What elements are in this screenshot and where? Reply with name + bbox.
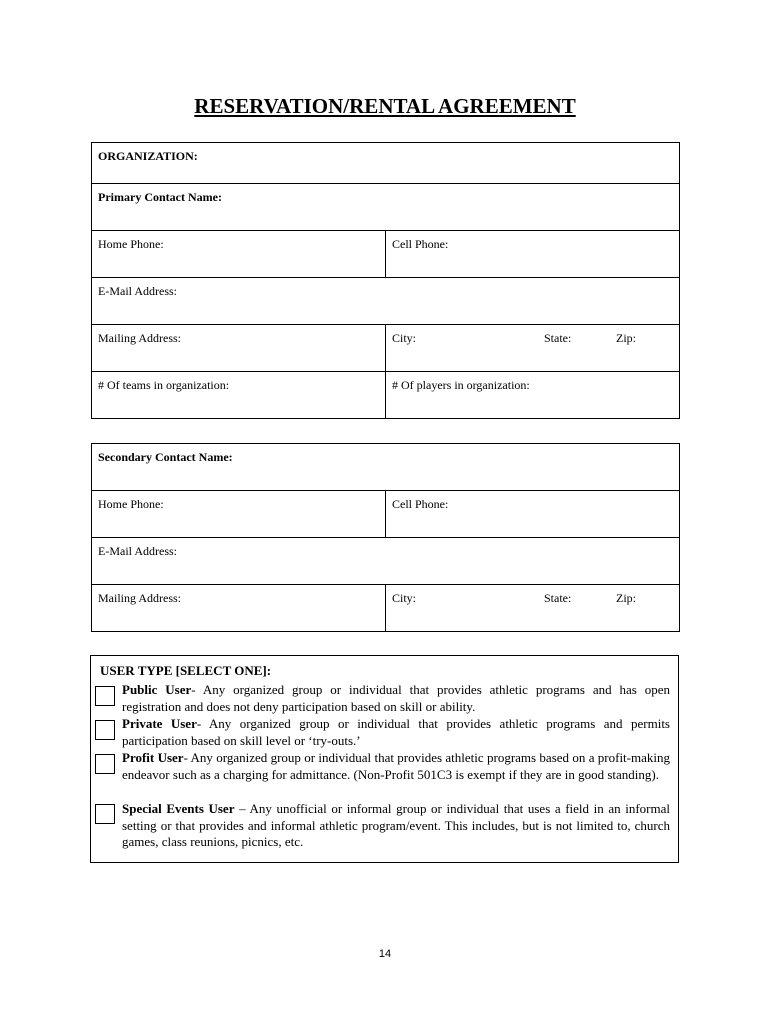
private-user-checkbox[interactable] xyxy=(95,720,115,740)
private-user-option xyxy=(122,716,670,749)
secondary-city-label: City: xyxy=(392,591,417,605)
user-type-heading: USER TYPE [SELECT ONE]: xyxy=(100,663,272,678)
private-user-name: Private User xyxy=(122,716,197,731)
email-field[interactable] xyxy=(92,278,680,325)
zip-label: Zip: xyxy=(616,331,636,345)
special-events-user-option xyxy=(122,801,670,851)
private-user-description: Any organized group or individual that provides athletic programs and permits participation based on skill level or ‘try-outs.’ xyxy=(122,716,670,748)
public-user-checkbox[interactable] xyxy=(95,686,115,706)
email-label: E-Mail Address: xyxy=(98,284,177,298)
cell-phone-label: Cell Phone: xyxy=(392,237,449,251)
players-count-field[interactable] xyxy=(386,372,680,419)
special-events-user-description: Any unofficial or informal group or individual that uses a field in an informal setting or that provides and informal athletic program/event. This includes, but is not limited to, church games, class reunions, picnics, etc. xyxy=(122,801,670,849)
secondary-city-state-zip-field[interactable] xyxy=(386,585,680,632)
primary-contact-label: Primary Contact Name: xyxy=(98,190,222,204)
profit-user-name: Profit User xyxy=(122,750,184,765)
teams-count-field[interactable] xyxy=(92,372,386,419)
primary-contact-field[interactable] xyxy=(92,184,680,231)
profit-user-separator: - xyxy=(183,750,191,765)
secondary-contact-table xyxy=(91,443,680,632)
secondary-zip-label: Zip: xyxy=(616,591,636,605)
secondary-cell-phone-field[interactable] xyxy=(386,491,680,538)
state-label: State: xyxy=(544,331,572,345)
secondary-home-phone-label: Home Phone: xyxy=(98,497,164,511)
profit-user-description: Any organized group or individual that provides athletic programs based on a profit-making endeavor such as a charging for admittance. (Non-Profit 501C3 is exempt if they are in good standing). xyxy=(122,750,670,782)
secondary-home-phone-field[interactable] xyxy=(92,491,386,538)
special-events-user-name: Special Events User xyxy=(122,801,235,816)
city-state-zip-field[interactable] xyxy=(386,325,680,372)
private-user-separator: - xyxy=(196,716,209,731)
public-user-separator: - xyxy=(191,682,203,697)
organization-label: ORGANIZATION: xyxy=(98,149,198,163)
cell-phone-field[interactable] xyxy=(386,231,680,278)
primary-contact-table xyxy=(91,142,680,419)
special-events-user-separator: – xyxy=(234,801,250,816)
secondary-cell-phone-label: Cell Phone: xyxy=(392,497,449,511)
mailing-address-label: Mailing Address: xyxy=(98,331,181,345)
organization-field[interactable] xyxy=(92,143,680,184)
secondary-mailing-address-field[interactable] xyxy=(92,585,386,632)
page-number: 14 xyxy=(378,948,392,960)
secondary-contact-label: Secondary Contact Name: xyxy=(98,450,233,464)
teams-count-label: # Of teams in organization: xyxy=(98,378,230,392)
public-user-name: Public User xyxy=(122,682,192,697)
user-type-section xyxy=(90,655,679,863)
secondary-email-label: E-Mail Address: xyxy=(98,544,177,558)
profit-user-checkbox[interactable] xyxy=(95,754,115,774)
public-user-option xyxy=(122,682,670,715)
players-count-label: # Of players in organization: xyxy=(392,378,530,392)
page-title: RESERVATION/RENTAL AGREEMENT xyxy=(194,94,576,118)
special-events-user-checkbox[interactable] xyxy=(95,804,115,824)
secondary-email-field[interactable] xyxy=(92,538,680,585)
profit-user-option xyxy=(122,750,670,783)
home-phone-label: Home Phone: xyxy=(98,237,164,251)
secondary-mailing-address-label: Mailing Address: xyxy=(98,591,181,605)
secondary-state-label: State: xyxy=(544,591,572,605)
home-phone-field[interactable] xyxy=(92,231,386,278)
city-label: City: xyxy=(392,331,417,345)
mailing-address-field[interactable] xyxy=(92,325,386,372)
secondary-contact-field[interactable] xyxy=(92,444,680,491)
public-user-description: Any organized group or individual that provides athletic programs and has open registration and does not deny participation based on skill or ability. xyxy=(122,682,670,714)
